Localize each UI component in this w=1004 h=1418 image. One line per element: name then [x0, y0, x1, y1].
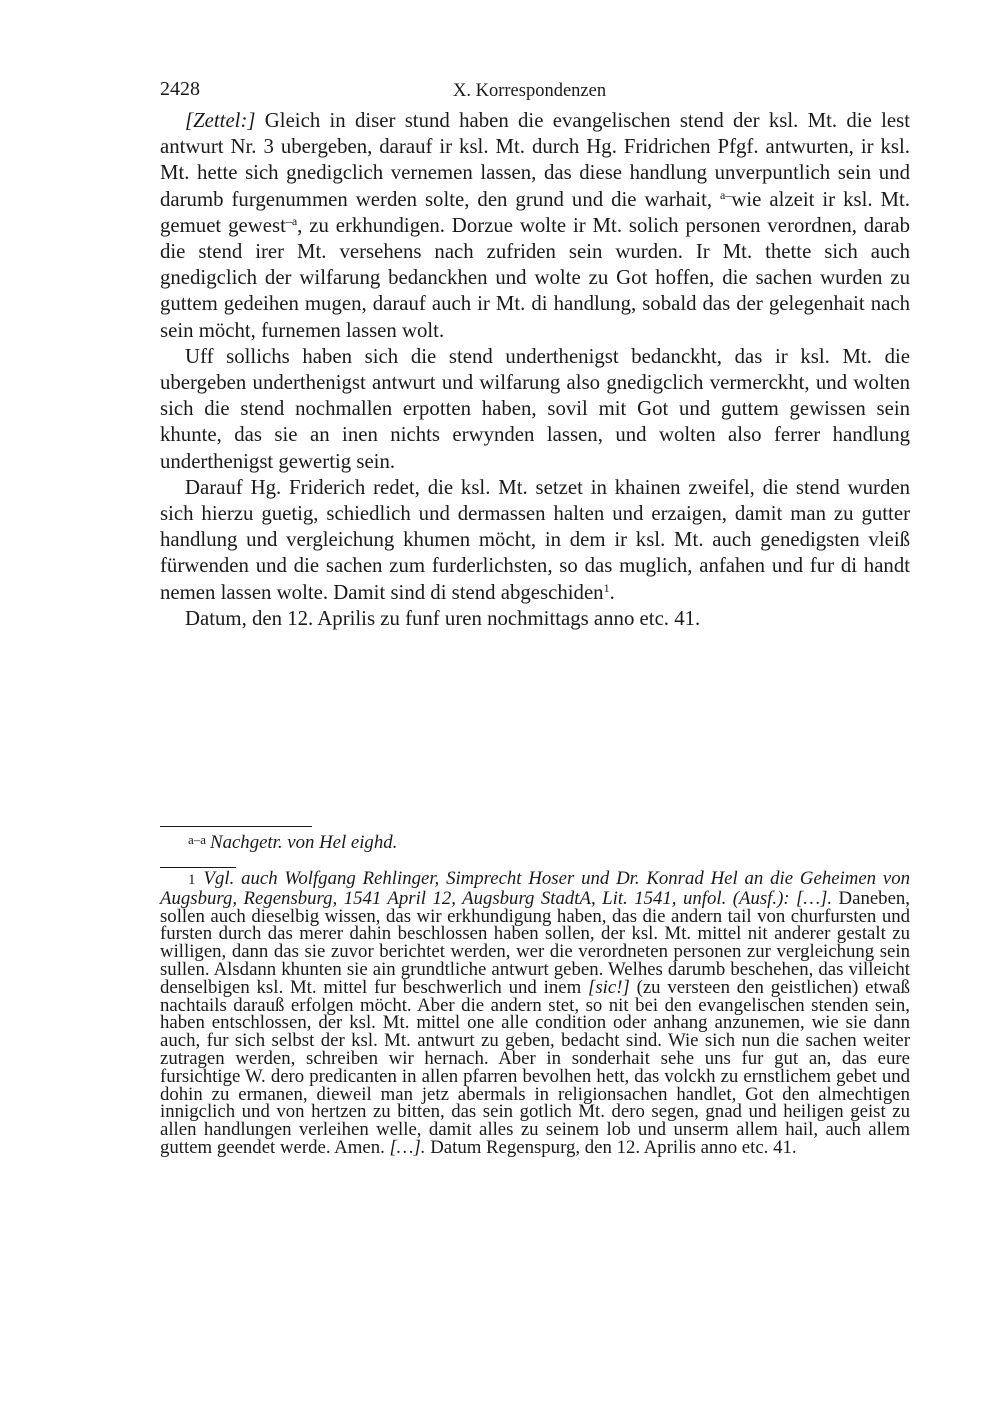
marked-text: wie alzeit ir ksl. Mt. gemuet gewest: [160, 187, 910, 237]
apparatus-note: [160, 829, 910, 853]
footnotes-section: [160, 826, 910, 1157]
footnote-text: (zu versteen den geistlichen) etwaß nachtails darauß erfolgen möcht. Aber die andern stet, so nit bei den evangelischen stenden sein, haben entschlossen, der ksl. Mt. mittel one alle condition oder anhang anzunemen, wie sie dann auch, fur sich selbst der ksl. Mt. antwurt zu geben, bedacht sind. Wie sich nun die sachen weiter zutragen werden, schreiben wir hernach. Aber in sonderhait sehe uns fur gut an, das eure fursichtige W. dero predicanten in allen pfarren bevolhen hett, das volckh zu ernstlichem gebet und dohin zu ermanen, dieweil man jetz abermals in religionsachen handlet, Got den almechtigen innigclich und von hertzen zu bitten, das sein gotlich Mt. dero segen, gnad und heiligen geist zu allen handlungen verleihen welle, damit alles zu seinem lob und unserm allem hail, auch allem guttem geendet werde. Amen.: [160, 976, 910, 1158]
omission-marker: […].: [389, 1136, 426, 1158]
apparatus-note-mark: a–a: [188, 832, 207, 847]
footnote-reference: 1: [603, 580, 610, 595]
paragraph-friderich: [160, 475, 910, 606]
paragraph-zettel: [160, 108, 910, 344]
paragraph-text: , zu erkhundigen. Dorzue wolte ir Mt. solich personen verordnen, darab die stend irer Mt. versehens nach zufriden sein wurden. Ir Mt. thette sich auch gnedigclich der wilfarung bedanckhen und wolte zu Got hoffen, die sachen wurden zu guttem gedeihen mugen, darauf auch ir Mt. di handlung, sobald das der gelegenhait nach sein möcht, furnemen lassen wolt.: [160, 213, 910, 342]
zettel-label: [Zettel:]: [185, 109, 256, 132]
main-text: [160, 108, 910, 632]
apparatus-note-text: Nachgetr. von Hel eighd.: [210, 832, 398, 853]
footnote-number: 1: [188, 872, 196, 888]
apparatus-mark-close: –a: [285, 213, 298, 228]
paragraph-response: Uff sollichs haben sich die stend underthenigst bedanckht, das ir ksl. Mt. die ubergeben underthenigst antwurt und wilfarung also gnedigclich vermerckht, und wolten sich die stend nochmallen erpotten haben, sovil mit Got und guttem gewissen sein khunte, das sie an inen nichts erwynden lassen, und wolten also ferrer handlung underthenigst gewertig sein.: [160, 344, 910, 473]
footnote-source: Vgl. auch Wolfgang Rehlinger, Simprecht Hoser und Dr. Konrad Hel an die Geheimen von Augsburg, Regensburg, 1541 April 12, Augsburg StadtA, Lit. 1541, unfol. (Ausf.): […].: [160, 868, 910, 909]
page-number: 2428: [160, 78, 200, 100]
footnote-1: [160, 870, 910, 1157]
sic-marker: [sic!]: [588, 976, 630, 998]
paragraph-end: .: [609, 580, 615, 604]
paragraph-datum: Datum, den 12. Aprilis zu funf uren nochmittags anno etc. 41.: [185, 606, 701, 630]
apparatus-mark-open: a–: [720, 187, 732, 202]
footnote-divider: [160, 826, 312, 827]
footnote-text: Datum Regenspurg, den 12. Aprilis anno etc. 41.: [425, 1136, 797, 1158]
page-content: [160, 78, 910, 632]
paragraph-text: Darauf Hg. Friderich redet, die ksl. Mt. setzet in khainen zweifel, die stend wurden sich hierzu guetig, schiedlich und dermassen halten und erzaigen, damit man zu gutter handlung und vergleichung khumen möcht, in dem ir ksl. Mt. auch genedigsten vleiß fürwenden und die sachen zum furderlichsten, so das muglich, anfahen und fur di handt nemen lassen wolte. Damit sind di stend abgeschiden: [160, 475, 910, 604]
footnote-text: Daneben, sollen auch dieselbig wissen, das wir erkhundigung haben, das die andern tail von churfursten und fursten durch das merer dahin beschlossen haben sollen, der ksl. Mt. mittel nit anderer gestalt zu willigen, dann das sie zuvor berichtet werden, wer die verordneten personen zur vergleichung sein sullen. Alsdann khunten sie ain grundtliche antwurt geben. Welhes darumb beschehen, das villeicht denselbigen ksl. Mt. mittel fur beschwerlich und inem: [160, 887, 910, 998]
paragraph-text: Gleich in diser stund haben die evangelischen stend der ksl. Mt. die lest antwurt Nr. 3 ubergeben, darauf ir ksl. Mt. durch Hg. Fridrichen Pfgf. antwurten, ir ksl. Mt. hette sich gnedigclich vernemen lassen, das diese handlung unverpuntlich sein und darumb furgenummen werden solte, den grund und die warhait,: [160, 109, 910, 211]
running-head: X. Korrespondenzen: [453, 81, 607, 101]
page-header: [160, 78, 910, 108]
